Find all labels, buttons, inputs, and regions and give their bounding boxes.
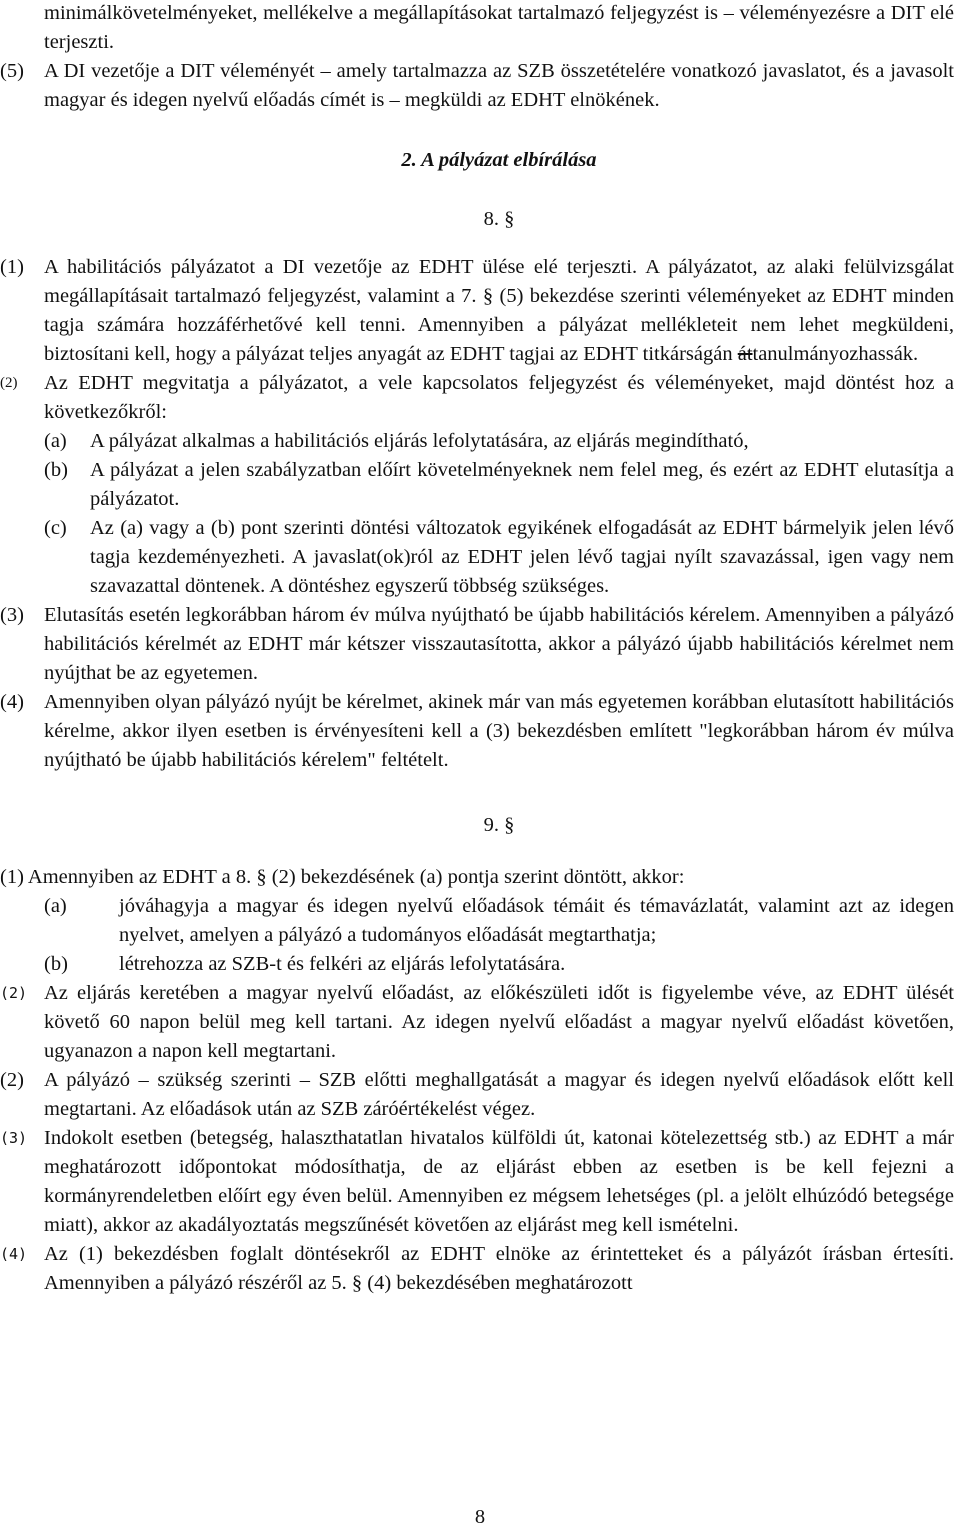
paragraph-number: (4)	[0, 1245, 28, 1263]
paragraph-text: A pályázó – szükség szerinti – SZB előtti meghallgatását a magyar és idegen nyelvű előadások előtt kell megtartani. Az előadások után az SZB záróértékelést végez.	[44, 1069, 954, 1120]
list-label: (b)	[44, 953, 68, 975]
section-heading: 2. A pályázat elbírálása	[401, 149, 597, 171]
paragraph-text: Az (1) bekezdésben foglalt döntésekről az EDHT elnöke az érintetteket és a pályázót írásban értesíti. Amennyiben a pályázó részéről az 5. § (4) bekezdésében meghatározott	[44, 1243, 954, 1294]
paragraph-text: Az eljárás keretében a magyar nyelvű előadást, az előkészületi időt is figyelembe véve, az EDHT ülését követő 60 napon belül meg kell tartani. Az idegen nyelvű előadást a magyar nyelvű előadást követően, ugyanazon a napon kell megtartani.	[44, 982, 954, 1062]
paragraph-number: (5)	[0, 60, 24, 82]
paragraph-9-2b	[0, 1066, 954, 1124]
struck-text: át	[737, 343, 753, 365]
section-number-8: 8. §	[483, 208, 515, 230]
list-item	[44, 514, 954, 601]
paragraph-number: (3)	[0, 1129, 28, 1147]
list-text: jóváhagyja a magyar és idegen nyelvű előadások témáit és témavázlatát, valamint azt az idegen nyelvet, amelyen a pályázó a tudományos előadását megtarthatja;	[119, 895, 954, 946]
paragraph-number: (4)	[0, 691, 24, 713]
list-label: (b)	[44, 459, 68, 481]
paragraph-text: A habilitációs pályázatot a DI vezetője az EDHT ülése elé terjeszti. A pályázatot, az alaki felülvizsgálat megállapításait tartalmazó feljegyzést, valamint a 7. § (5) bekezdése szerinti véleményeket az EDHT minden tagja számára hozzáférhetővé kell tenni. Amennyiben a pályázat mellékleteit nem lehet megküldeni, biztosítani kell, hogy a pályázat teljes anyagát az EDHT tagjai az EDHT titkárságán áttanulmányozhassák.	[44, 256, 954, 365]
paragraph-text: Elutasítás esetén legkorábban három év múlva nyújtható be újabb habilitációs kérelem. Amennyiben a pályázó habilitációs kérelmét az EDHT már kétszer visszautasította, akkor a pályázó újabb habilitációs kérelmet nem nyújthat be az egyetemen.	[44, 604, 954, 684]
list-item	[44, 892, 954, 950]
paragraph-8-1	[0, 253, 954, 369]
paragraph-9-4	[0, 1240, 954, 1298]
list-item	[44, 950, 954, 979]
list-label: (a)	[44, 430, 67, 452]
paragraph-9-3	[0, 1124, 954, 1240]
paragraph-8-3	[0, 601, 954, 688]
list-text: A pályázat a jelen szabályzatban előírt követelményeknek nem felel meg, és ezért az EDHT elutasítja a pályázatot.	[90, 459, 954, 510]
paragraph-number: (2)	[0, 375, 18, 391]
section-number-9: 9. §	[483, 814, 515, 836]
list-text: A pályázat alkalmas a habilitációs eljárás lefolytatására, az eljárás megindítható,	[90, 430, 749, 452]
list-text: Az (a) vagy a (b) pont szerinti döntési változatok egyikének elfogadását az EDHT bármelyik jelen lévő tagja kezdeményezheti. A javaslat(ok)ról az EDHT jelen lévő tagjai nyílt szavazással, igen vagy nem szavazattal döntenek. A döntéshez egyszerű többség szükséges.	[90, 517, 954, 597]
intro-line: minimálkövetelményeket, mellékelve a megállapításokat tartalmazó feljegyzést is – véleményezésre a DIT elé terjeszti.	[44, 2, 954, 53]
paragraph-8-4	[0, 688, 954, 775]
paragraph-9-1: (1) Amennyiben az EDHT a 8. § (2) bekezdésének (a) pontja szerint döntött, akkor:	[0, 866, 685, 888]
paragraph-text: Az EDHT megvitatja a pályázatot, a vele kapcsolatos feljegyzést és véleményeket, majd döntést hoz a következőkről:	[44, 372, 954, 423]
paragraph-7-5	[0, 57, 954, 115]
list-item	[44, 427, 954, 456]
list-item	[44, 456, 954, 514]
paragraph-number: (1)	[0, 256, 24, 278]
page-number: 8	[474, 1506, 486, 1528]
paragraph-text: Indokolt esetben (betegség, halaszthatatlan hivatalos külföldi út, katonai kötelezettség stb.) az EDHT a már meghatározott időpontokat módosíthatja, de az eljárást ebben az esetben is be kell fejezni a kormányrendeletben előírt egy éven belül. Amennyiben ez mégsem lehetséges (pl. a jelölt elhúzódó betegsége miatt), akkor az akadályoztatás megszűnését követően az eljárást meg kell ismételni.	[44, 1127, 954, 1236]
list-label: (a)	[44, 895, 67, 917]
paragraph-number: (2)	[0, 1069, 24, 1091]
list-label: (c)	[44, 517, 67, 539]
paragraph-text: A DI vezetője a DIT véleményét – amely tartalmazza az SZB összetételére vonatkozó javaslatot, és a javasolt magyar és idegen nyelvű előadás címét is – megküldi az EDHT elnökének.	[44, 60, 954, 111]
list-text: létrehozza az SZB-t és felkéri az eljárás lefolytatására.	[119, 953, 566, 975]
paragraph-number: (2)	[0, 984, 28, 1002]
paragraph-text: Amennyiben olyan pályázó nyújt be kérelmet, akinek már van más egyetemen korábban elutasított habilitációs kérelme, akkor ilyen esetben is érvényesíteni kell a (3) bekezdésben említett "legkorábban három év múlva nyújtható be újabb habilitációs kérelem" feltételt.	[44, 691, 954, 771]
paragraph-9-2a	[0, 979, 954, 1066]
paragraph-number: (3)	[0, 604, 24, 626]
paragraph-8-2	[0, 369, 954, 427]
